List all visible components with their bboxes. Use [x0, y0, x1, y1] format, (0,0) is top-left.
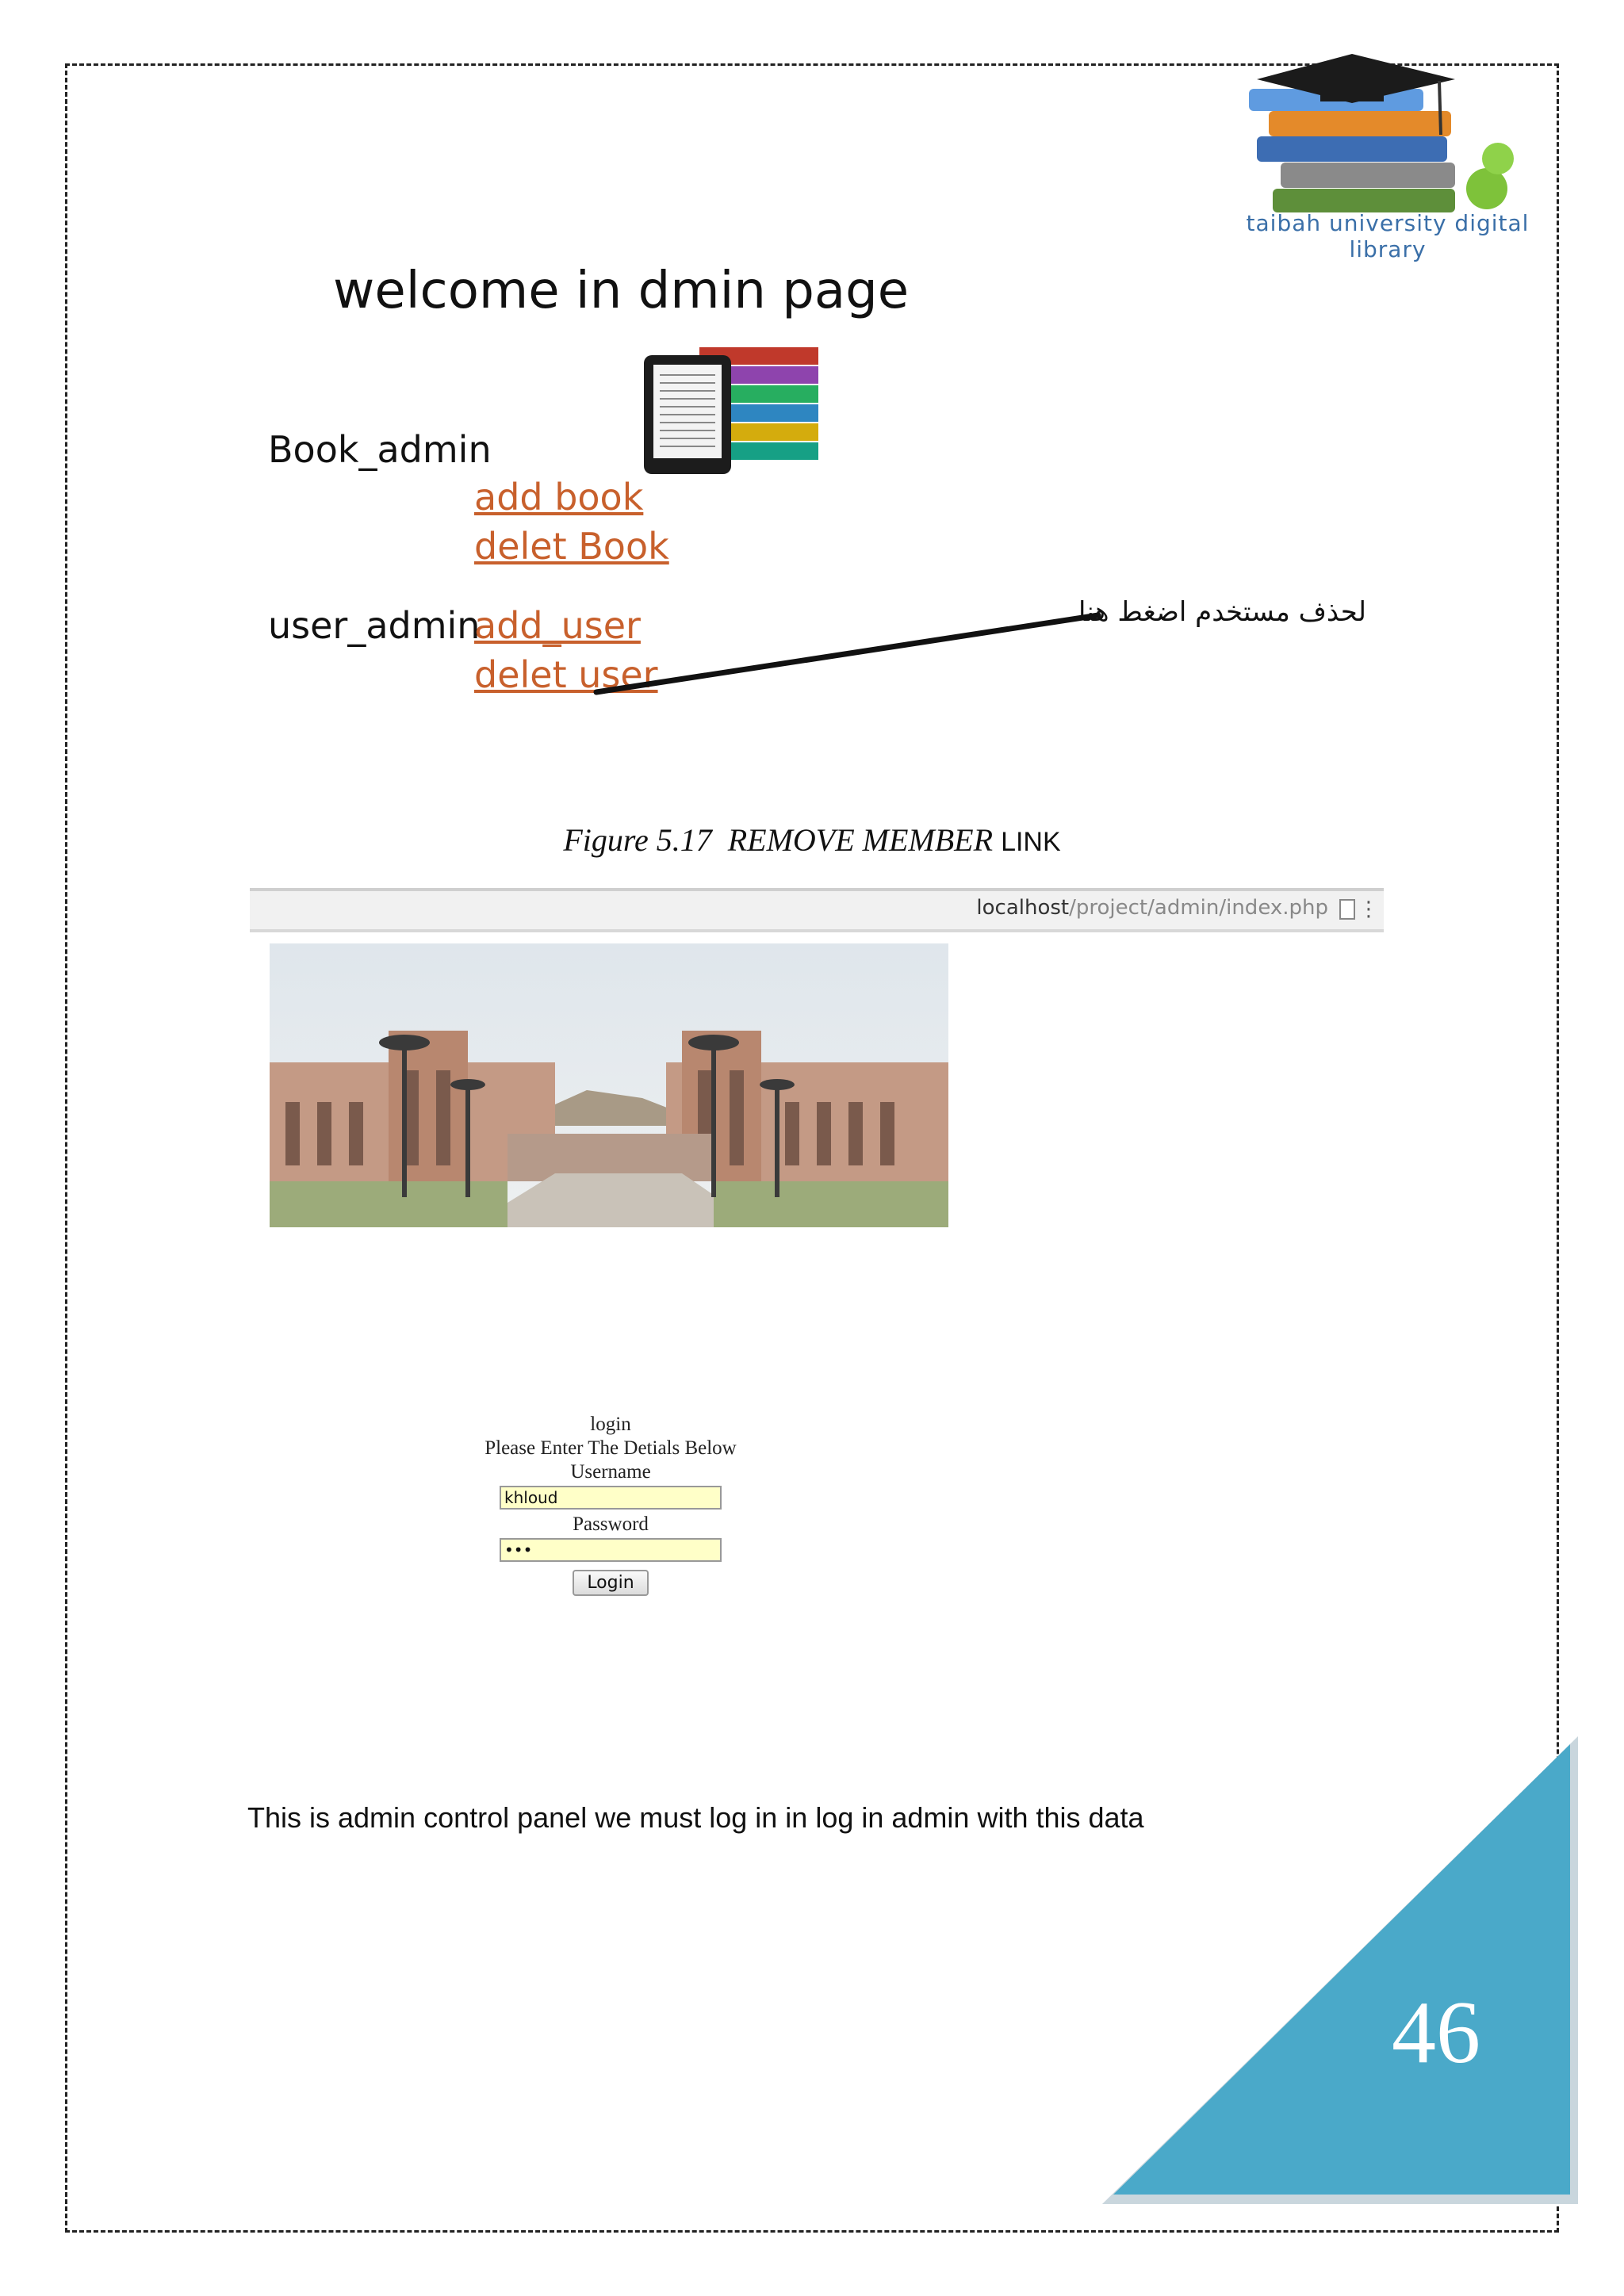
- page-icon[interactable]: [1339, 899, 1355, 920]
- login-title: login: [590, 1414, 631, 1435]
- logo-caption: taibah university digital library: [1246, 210, 1530, 262]
- username-input[interactable]: khloud: [500, 1486, 722, 1510]
- username-label: Username: [570, 1461, 651, 1483]
- body-paragraph: This is admin control panel we must log in in log in admin with this data: [247, 1801, 1144, 1834]
- page-corner-decoration: [1102, 1736, 1578, 2204]
- login-instruction: Please Enter The Detials Below: [485, 1437, 737, 1459]
- campus-photo: [270, 943, 948, 1227]
- url-path: /project/admin/index.php: [1069, 896, 1328, 920]
- url-host: localhost: [976, 896, 1070, 920]
- figure-suffix: LINK: [1001, 827, 1061, 857]
- page-number: 46: [1392, 1984, 1480, 2082]
- add-user-link[interactable]: add_user: [474, 604, 641, 647]
- password-input[interactable]: •••: [500, 1538, 722, 1562]
- arabic-annotation: لحذف مستخدم اضغط هنا: [1078, 596, 1367, 628]
- address-url: [976, 896, 1328, 920]
- delete-user-link[interactable]: delet user: [474, 653, 658, 696]
- browser-address-bar[interactable]: [250, 888, 1384, 932]
- login-form: [444, 1413, 777, 1596]
- delete-book-link[interactable]: delet Book: [474, 525, 669, 568]
- menu-dots-icon[interactable]: ⋮: [1358, 897, 1379, 921]
- add-book-link[interactable]: add book: [474, 476, 644, 519]
- login-button[interactable]: Login: [573, 1570, 648, 1596]
- figure-number: Figure 5.17: [563, 822, 712, 858]
- password-label: Password: [573, 1513, 649, 1535]
- figure-title: REMOVE MEMBER: [727, 822, 994, 858]
- figure-caption: [0, 821, 1624, 859]
- book-admin-label: Book_admin: [268, 428, 492, 471]
- admin-page-title: welcome in dmin page: [333, 262, 910, 320]
- user-admin-label: user_admin: [268, 604, 481, 647]
